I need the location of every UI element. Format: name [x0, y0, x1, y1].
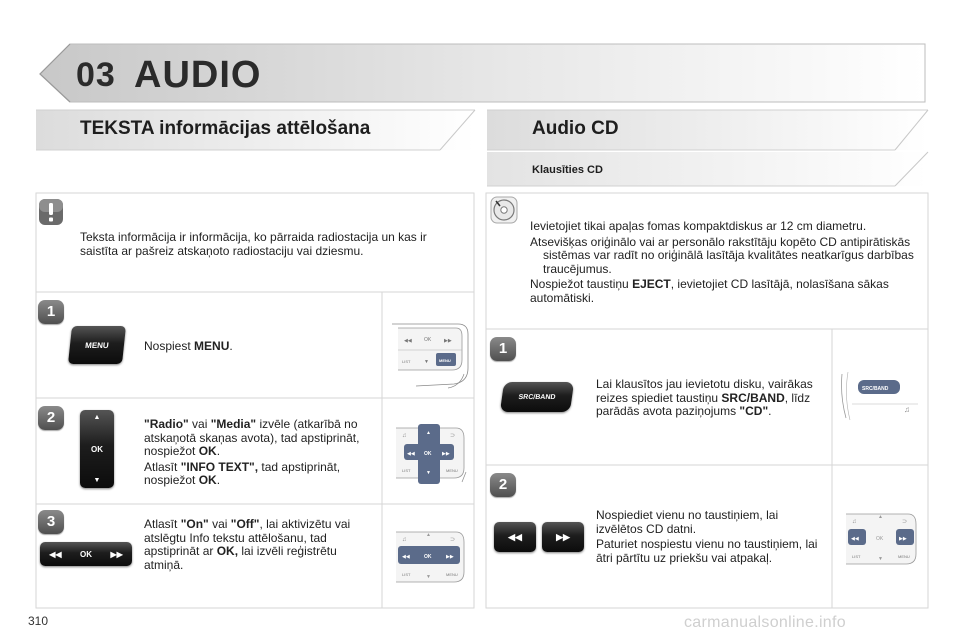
chapter-number: 03 — [76, 56, 116, 94]
cd-intro-text: Ievietojiet tikai apaļas fomas kompaktdiskus ar 12 cm diametru. Atsevišķas oriģinālo vai ar personālo rakstītāju kopēto CD antipirātiskās sistēmas var radīt no oriģinālā lasītāja kvalitātes neatkarīgus darbības traucējumus. Nospiežot taustiņu EJECT, ievietojiet CD lasītājā, nolasīšana sākas automātiski. — [530, 219, 914, 305]
svg-text:▼: ▼ — [426, 470, 431, 476]
right-section-title: Audio CD — [532, 118, 619, 139]
svg-text:◀◀: ◀◀ — [851, 536, 859, 542]
rewind-icon: ◀◀ — [508, 531, 522, 542]
steering-controls-thumbnail — [840, 498, 922, 580]
rewind-button[interactable] — [494, 522, 536, 552]
svg-text:MENU: MENU — [446, 572, 458, 577]
svg-text:◀◀: ◀◀ — [407, 451, 415, 457]
fast-forward-icon: ▶▶ — [110, 549, 123, 559]
svg-text:♫: ♫ — [904, 405, 910, 414]
note-text: Teksta informācija ir informācija, ko pārraida radiostacija un kas ir saistīta ar pašreiz atskaņoto radiostaciju vai dziesmu. — [80, 230, 427, 258]
steering-controls-thumbnail — [388, 308, 470, 392]
svg-text:◀◀: ◀◀ — [402, 554, 410, 560]
step-badge-r2: 2 — [490, 473, 516, 497]
svg-text:LIST: LIST — [402, 359, 411, 364]
svg-text:▲: ▲ — [426, 532, 431, 538]
fast-forward-button[interactable] — [542, 522, 584, 552]
steering-controls-thumbnail — [390, 516, 470, 600]
svg-text:◀◀: ◀◀ — [404, 338, 412, 344]
step-badge-r1: 1 — [490, 337, 516, 361]
svg-text:♫: ♫ — [402, 537, 407, 543]
step-badge-1: 1 — [38, 300, 64, 324]
step-1-text: Nospiest MENU. — [144, 339, 233, 353]
svg-text:SRC/BAND: SRC/BAND — [862, 386, 889, 392]
svg-text:OK: OK — [876, 536, 884, 542]
svg-text:▲: ▲ — [426, 430, 431, 436]
right-subsection-title: Klausīties CD — [532, 164, 603, 176]
page-number: 310 — [28, 614, 49, 628]
src-band-button-label: SRC/BAND — [518, 393, 556, 401]
svg-text:▼: ▼ — [424, 359, 429, 365]
fast-forward-icon: ▶▶ — [556, 531, 570, 542]
svg-text:LIST: LIST — [852, 554, 861, 559]
svg-text:▼: ▼ — [426, 574, 431, 580]
step-r2-text: Nospiediet vienu no taustiņiem, lai izvēlētos CD datni. Paturiet nospiestu vienu no taustiņiem, lai ātri pārtītu uz priekšu vai atpakaļ. — [596, 508, 818, 565]
steering-controls-thumbnail — [390, 412, 470, 494]
svg-text:LIST: LIST — [402, 572, 411, 577]
ok-vertical-button-label: OK — [91, 444, 103, 454]
svg-text:♫: ♫ — [852, 519, 857, 525]
ok-horizontal-button-label: OK — [79, 549, 92, 559]
svg-text:OK: OK — [424, 337, 432, 343]
svg-text:OK: OK — [424, 554, 432, 560]
step-badge-3: 3 — [38, 510, 64, 534]
ok-vertical-button[interactable] — [80, 410, 114, 488]
svg-text:▶▶: ▶▶ — [442, 451, 450, 457]
radio-panel-thumbnail — [838, 366, 922, 426]
svg-text:♫: ♫ — [402, 433, 407, 439]
chapter-title: AUDIO — [134, 54, 262, 96]
svg-text:MENU: MENU — [446, 468, 458, 473]
svg-text:▶▶: ▶▶ — [446, 554, 454, 560]
menu-button[interactable] — [68, 326, 126, 364]
step-2-text: "Radio" vai "Media" izvēle (atkarībā no atskaņotā skaņas avota), tad apstiprināt, nospiežot OK. Atlasīt "INFO TEXT", tad apstiprināt, nospiežot OK. — [144, 417, 360, 487]
svg-text:⊃: ⊃ — [450, 433, 456, 439]
watermark: carmanualsonline.info — [684, 614, 846, 631]
down-arrow-icon: ▼ — [93, 477, 101, 484]
svg-text:OK: OK — [424, 451, 432, 457]
warning-icon — [38, 198, 64, 231]
svg-text:▲: ▲ — [878, 514, 883, 520]
step-badge-2: 2 — [38, 406, 64, 430]
svg-text:MENU: MENU — [439, 358, 451, 363]
cd-disc-icon — [490, 196, 518, 229]
svg-text:▶▶: ▶▶ — [899, 536, 907, 542]
step-r1-text: Lai klausītos jau ievietotu disku, vairākas reizes spiediet taustiņu SRC/BAND, līdz parādās avota paziņojums "CD". — [596, 377, 813, 418]
step-3-text: Atlasīt "On" vai "Off", lai aktivizētu vai atslēgtu Info tekstu attēlošanu, tad apstiprināt ar OK, lai izvēli reģistrētu atmiņā. — [144, 517, 351, 572]
svg-text:⊃: ⊃ — [902, 519, 908, 525]
left-section-title: TEKSTA informācijas attēlošana — [80, 118, 371, 139]
svg-text:MENU: MENU — [898, 554, 910, 559]
svg-text:LIST: LIST — [402, 468, 411, 473]
svg-text:⊃: ⊃ — [450, 537, 456, 543]
rewind-icon: ◀◀ — [49, 549, 62, 559]
svg-text:▼: ▼ — [878, 556, 883, 562]
ok-horizontal-button[interactable] — [40, 542, 132, 566]
src-band-button[interactable] — [500, 382, 574, 412]
svg-text:▶▶: ▶▶ — [444, 338, 452, 344]
menu-button-label: MENU — [84, 340, 110, 350]
up-arrow-icon: ▲ — [93, 414, 101, 421]
